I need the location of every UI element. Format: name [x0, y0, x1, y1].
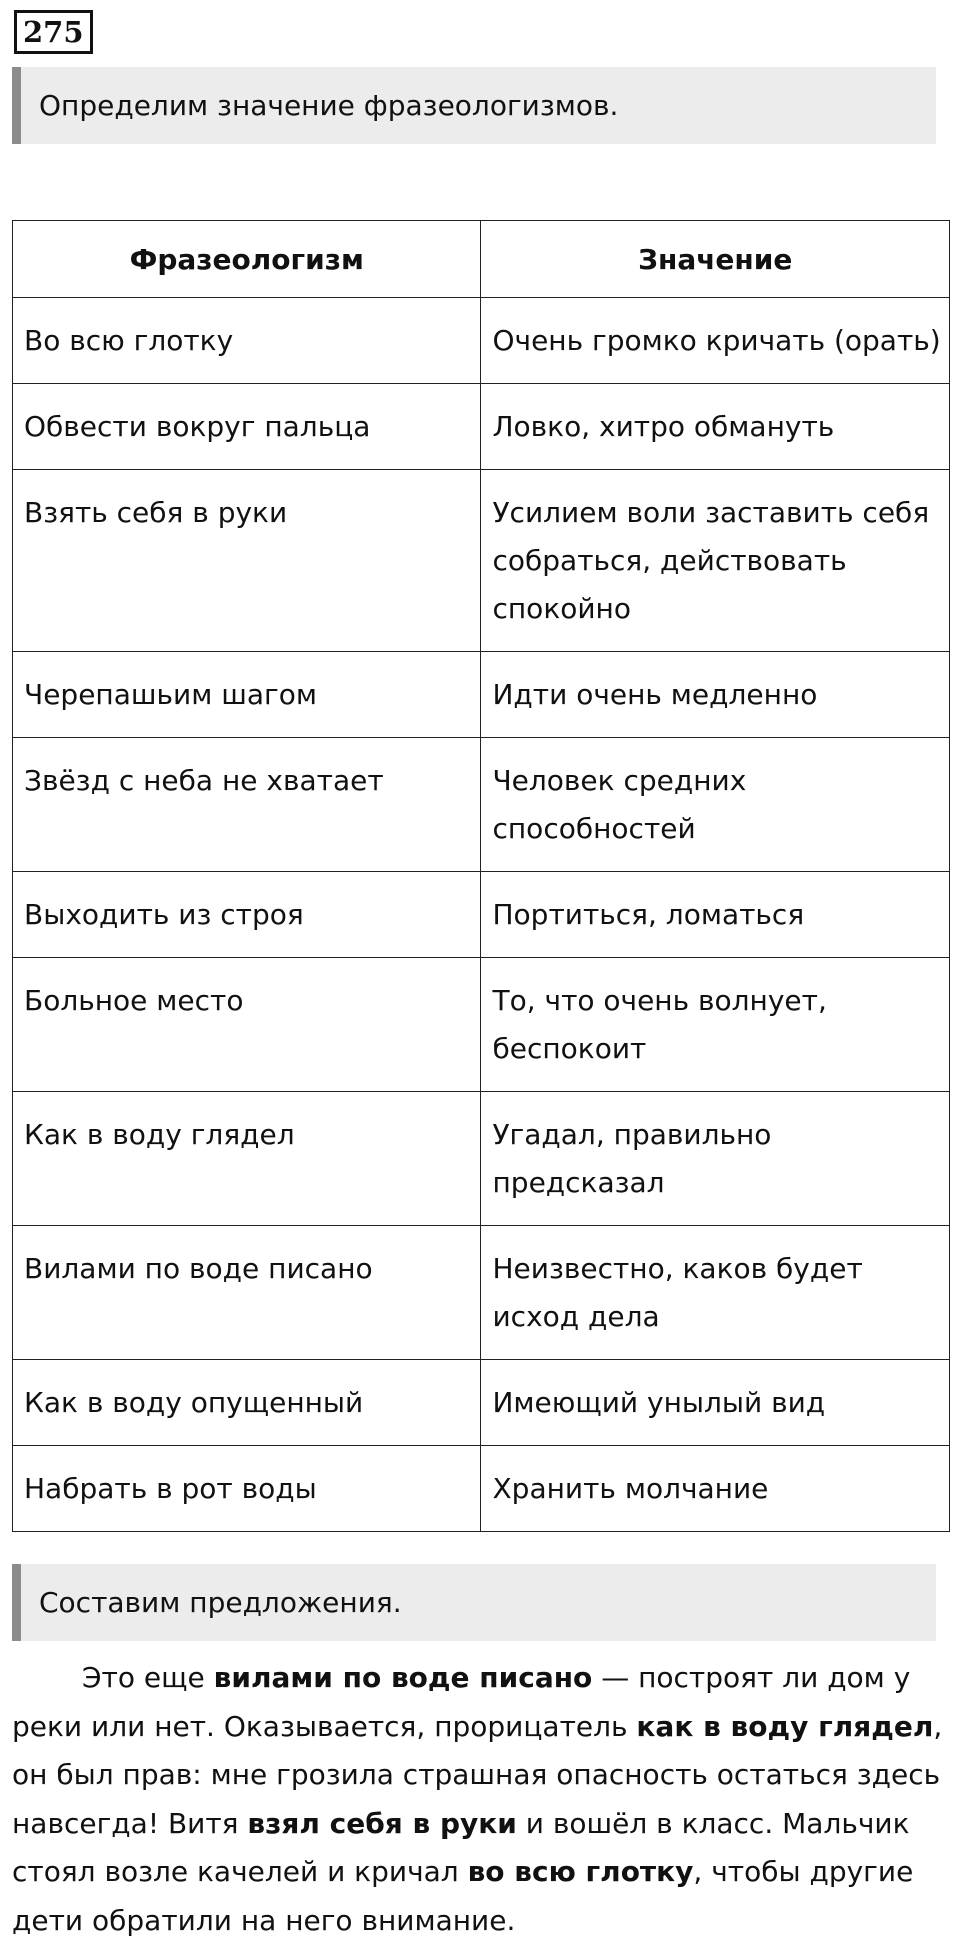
section-heading-sentences: Составим предложения. — [12, 1564, 936, 1641]
phrase-cell: Вилами по воде писано — [13, 1226, 481, 1360]
meaning-cell: Человек средних способностей — [481, 738, 950, 872]
table-row — [13, 652, 950, 738]
table-body — [13, 298, 950, 1532]
meaning-cell: Идти очень медленно — [481, 652, 950, 738]
phrase-cell: Звёзд с неба не хватает — [13, 738, 481, 872]
paragraph-text: — построят ли дом у реки или нет. Оказывается, прорицатель — [12, 1661, 911, 1743]
table-header-row — [13, 221, 950, 298]
phrase-cell: Как в воду глядел — [13, 1092, 481, 1226]
table-row — [13, 738, 950, 872]
phrase-cell: Обвести вокруг пальца — [13, 384, 481, 470]
table-row — [13, 958, 950, 1092]
meaning-cell: Угадал, правильно предсказал — [481, 1092, 950, 1226]
phraseology-table — [12, 220, 950, 1532]
meaning-cell: Портиться, ломаться — [481, 872, 950, 958]
table-row — [13, 384, 950, 470]
phraseologism-highlight: во всю глотку — [467, 1855, 694, 1888]
table-row — [13, 1360, 950, 1446]
meaning-cell: То, что очень волнует, беспокоит — [481, 958, 950, 1092]
table-row — [13, 470, 950, 652]
phrase-cell: Как в воду опущенный — [13, 1360, 481, 1446]
paragraph-text: , чтобы другие дети обратили на него внимание. — [12, 1855, 914, 1937]
meaning-cell: Хранить молчание — [481, 1446, 950, 1532]
table-row — [13, 1446, 950, 1532]
meaning-cell: Ловко, хитро обмануть — [481, 384, 950, 470]
phrase-cell: Выходить из строя — [13, 872, 481, 958]
phraseologism-highlight: как в воду глядел — [636, 1709, 934, 1743]
phrase-cell: Во всю глотку — [13, 298, 481, 384]
section-heading-meanings: Определим значение фразеологизмов. — [12, 67, 936, 144]
meaning-cell: Неизвестно, каков будет исход дела — [481, 1226, 950, 1360]
phrase-cell: Взять себя в руки — [13, 470, 481, 652]
table-row — [13, 298, 950, 384]
example-sentences-paragraph — [12, 1654, 948, 1945]
table-row — [13, 872, 950, 958]
table-row — [13, 1226, 950, 1360]
meaning-cell: Усилием воли заставить себя собраться, действовать спокойно — [481, 470, 950, 652]
paragraph-text: и вошёл в класс. Мальчик стоял возле качелей и кричал — [12, 1806, 910, 1888]
meaning-cell: Имеющий унылый вид — [481, 1360, 950, 1446]
table-row — [13, 1092, 950, 1226]
paragraph-text: Это еще — [82, 1661, 214, 1694]
phrase-cell: Черепашьим шагом — [13, 652, 481, 738]
column-header-meaning: Значение — [481, 221, 950, 298]
meaning-cell: Очень громко кричать (орать) — [481, 298, 950, 384]
column-header-phrase: Фразеологизм — [13, 221, 481, 298]
paragraph-text: , он был прав: мне грозила страшная опасность остаться здесь навсегда! Витя — [12, 1709, 943, 1840]
phraseologism-highlight: взял себя в руки — [247, 1806, 517, 1840]
phrase-cell: Набрать в рот воды — [13, 1446, 481, 1532]
task-number: 275 — [14, 10, 93, 54]
phrase-cell: Больное место — [13, 958, 481, 1092]
phraseologism-highlight: вилами по воде писано — [213, 1661, 593, 1694]
